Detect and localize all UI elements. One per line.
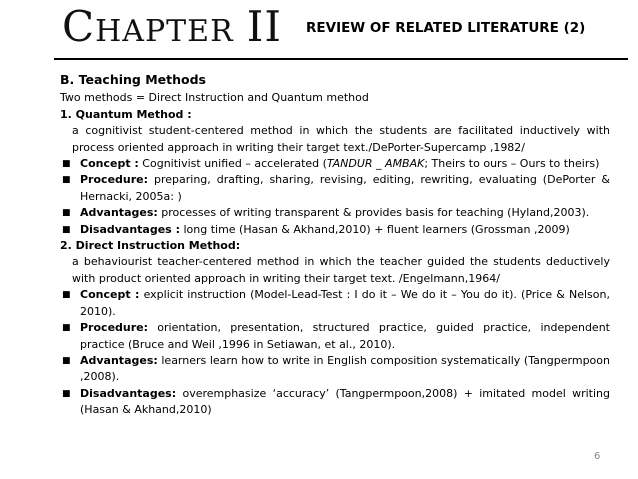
slide-body (60, 72, 610, 419)
list-item: ■ Procedure: orientation, presentation, structured practice, guided practice, independent practice (Bruce and Weil ,1996 in Setiawan, et al., 2010). (60, 320, 610, 353)
bullet-icon: ■ (62, 355, 71, 366)
bullet-label: Advantages: (80, 206, 158, 220)
chapter-title (62, 2, 282, 51)
bullet-label: Procedure: (80, 321, 149, 335)
list-item: ■ Disadvantages: overemphasize ‘accuracy’ (Tangpermpoon,2008) + imitated model writing (Hasan & Akhand,2010) (60, 386, 610, 419)
bullet-icon: ■ (62, 159, 71, 170)
method-1-title: 1. Quantum Method : (60, 107, 192, 121)
method-2-title: 2. Direct Instruction Method: (60, 239, 241, 253)
list-item: ■ Disadvantages : long time (Hasan & Akhand,2010) + fluent learners (Grossman ,2009) (60, 222, 610, 238)
list-item: ■ Advantages: processes of writing transparent & provides basis for teaching (Hyland,2003). (60, 205, 610, 221)
header-divider (54, 58, 628, 60)
bullet-icon: ■ (62, 388, 71, 399)
bullet-label: Advantages: (80, 353, 158, 367)
section-heading: B. Teaching Methods (60, 72, 206, 87)
bullet-label: Procedure: (80, 173, 149, 187)
bullet-icon: ■ (62, 290, 71, 301)
page-number: 6 (594, 451, 601, 462)
bullet-label: Disadvantages: (80, 386, 177, 400)
method-2-description: a behaviourist teacher-centered method in which the teacher guided the students deductively with product oriented approach in writing their target text. /Engelmann,1964/ (72, 255, 610, 285)
bullet-icon: ■ (62, 224, 71, 235)
list-item: ■ Concept : Cognitivist unified – accelerated (TANDUR _ AMBAK; Theirs to ours – Ours to theirs) (60, 156, 610, 172)
bullet-icon: ■ (62, 175, 71, 186)
bullet-label: Disadvantages : (80, 222, 180, 236)
chapter-word: HAPTER (95, 14, 234, 49)
section-title: REVIEW OF RELATED LITERATURE (2) (306, 20, 586, 36)
list-item: ■ Advantages: learners learn how to write in English composition systematically (Tangpermpoon ,2008). (60, 353, 610, 386)
intro-text: Two methods = Direct Instruction and Quantum method (60, 91, 369, 105)
chapter-initial: C (62, 2, 96, 51)
method-1-description: a cognitivist student-centered method in which the students are facilitated inductively with process oriented approach in writing their target text./DePorter-Supercamp ,1982/ (72, 124, 610, 154)
bullet-icon: ■ (62, 323, 71, 334)
bullet-label: Concept : (80, 157, 139, 171)
bullet-icon: ■ (62, 208, 71, 219)
bullet-label: Concept : (80, 288, 140, 302)
list-item: ■ Procedure: preparing, drafting, sharing, revising, editing, rewriting, evaluating (DePorter & Hernacki, 2005a: ) (60, 172, 610, 205)
chapter-number: II (246, 2, 282, 51)
list-item: ■ Concept : explicit instruction (Model-Lead-Test : I do it – We do it – You do it). (Price & Nelson, 2010). (60, 287, 610, 320)
